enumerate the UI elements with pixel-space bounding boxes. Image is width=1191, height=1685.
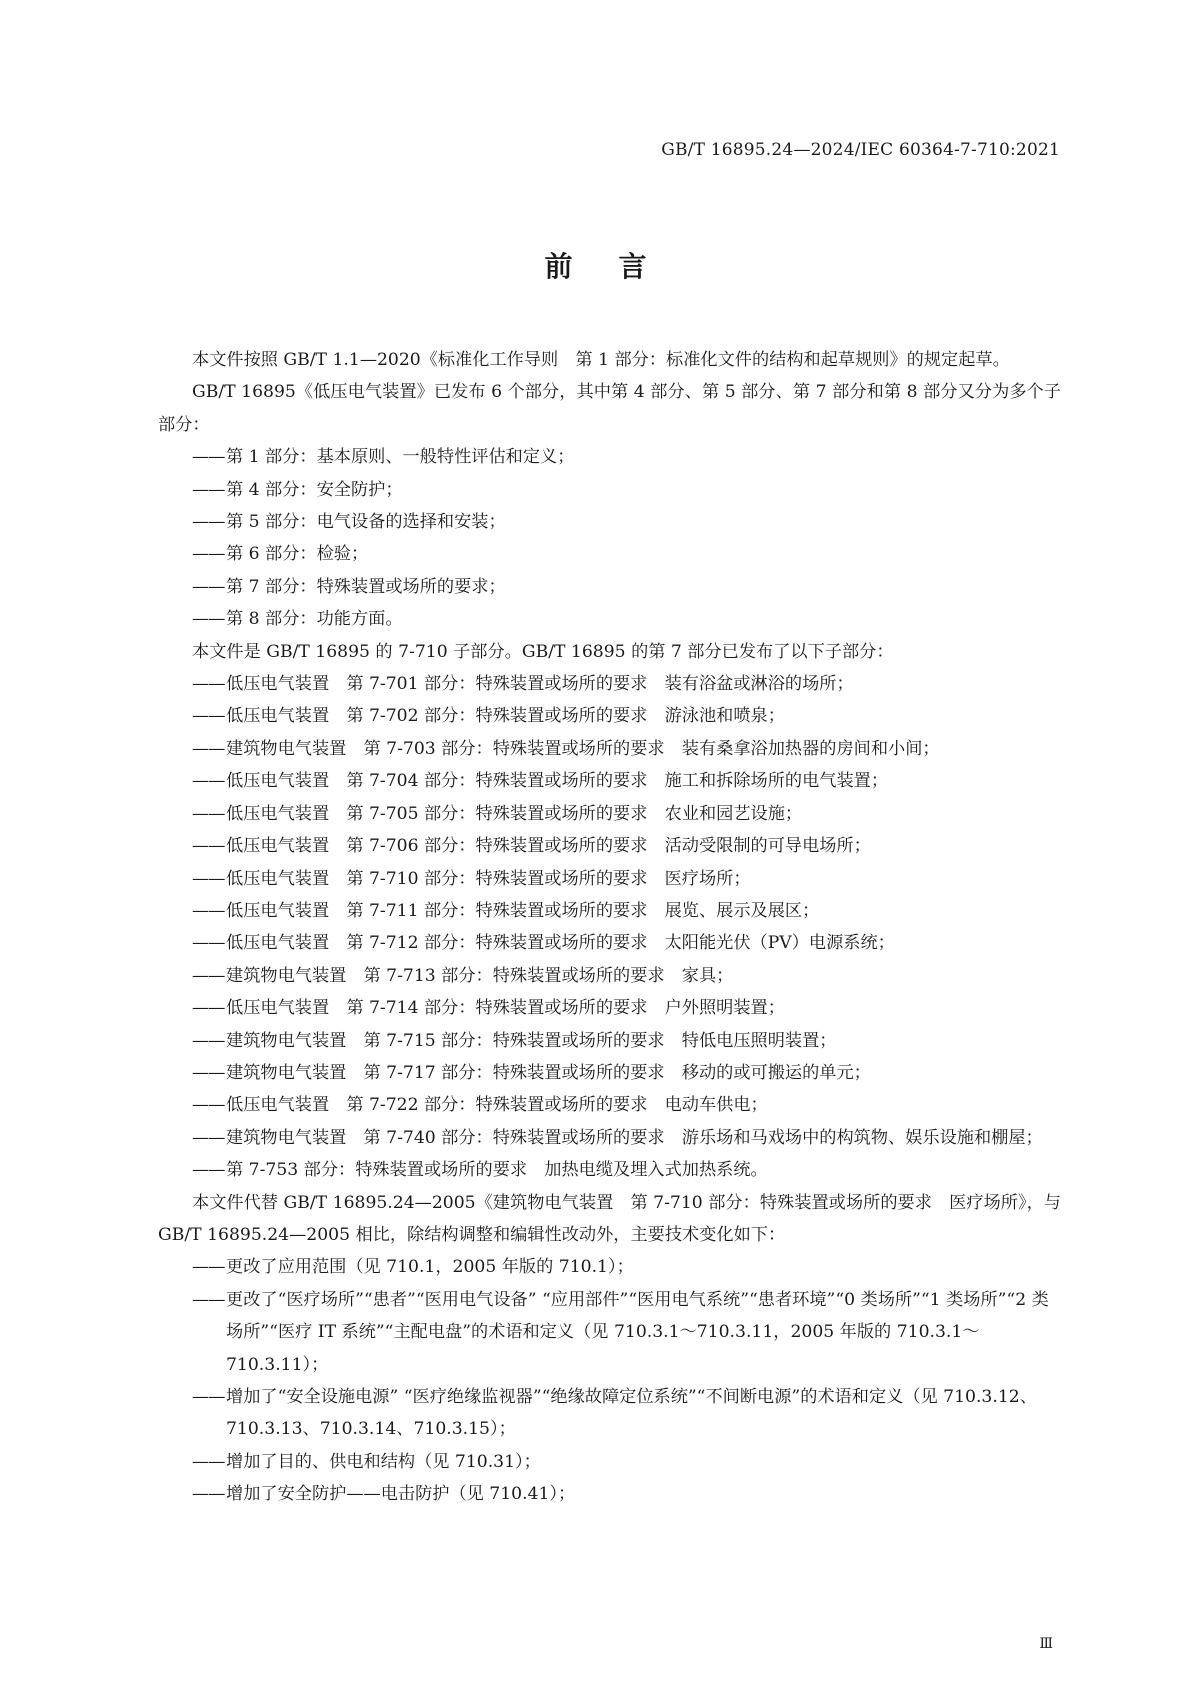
list-dash: —— xyxy=(192,900,225,921)
dash-list-item xyxy=(158,538,1061,570)
paragraph xyxy=(158,376,1061,441)
dash-list-item xyxy=(158,960,1061,992)
dash-list-item xyxy=(158,1154,1061,1186)
list-dash: —— xyxy=(192,868,225,889)
list-dash: —— xyxy=(192,544,225,565)
paragraph-text: 本文件是 GB/T 16895 的 7-710 子部分。GB/T 16895 的第 7 部分已发布了以下子部分： xyxy=(192,641,894,662)
preface-body xyxy=(158,344,1061,1511)
list-dash: —— xyxy=(192,1387,225,1407)
list-dash: —— xyxy=(192,609,225,630)
list-dash: —— xyxy=(192,998,225,1019)
list-dash: —— xyxy=(192,965,225,986)
dash-list-item xyxy=(158,441,1061,473)
dash-list-item xyxy=(158,1122,1061,1154)
dash-list-item xyxy=(158,1478,1061,1510)
paragraph-text: 低压电气装置 第 7-706 部分：特殊装置或场所的要求 活动受限制的可导电场所； xyxy=(226,836,871,857)
list-dash: —— xyxy=(192,1030,225,1051)
dash-list-item xyxy=(158,863,1061,895)
dash-list-item xyxy=(158,506,1061,538)
list-dash: —— xyxy=(192,512,225,533)
dash-list-item xyxy=(158,765,1061,797)
paragraph-text: 低压电气装置 第 7-702 部分：特殊装置或场所的要求 游泳池和喷泉； xyxy=(226,706,785,727)
list-dash: —— xyxy=(192,738,225,759)
paragraph-text: 低压电气装置 第 7-722 部分：特殊装置或场所的要求 电动车供电； xyxy=(226,1095,768,1116)
list-dash: —— xyxy=(192,1289,225,1310)
dash-list-item xyxy=(158,603,1061,635)
list-dash: —— xyxy=(192,1257,225,1278)
paragraph-text: 本文件代替 GB/T 16895.24—2005《建筑物电气装置 第 7-710 部分：特殊装置或场所的要求 医疗场所》，与 GB/T 16895.24—2005 相比，除结构调整和编辑性改动外，主要技术变化如下： xyxy=(158,1192,1061,1245)
dash-list-item xyxy=(158,895,1061,927)
paragraph-text: 第 7 部分：特殊装置或场所的要求； xyxy=(226,576,506,597)
list-dash: —— xyxy=(192,1095,225,1116)
paragraph-text: 第 4 部分：安全防护； xyxy=(226,479,403,500)
paragraph-text: 第 1 部分：基本原则、一般特性评估和定义； xyxy=(226,447,575,468)
paragraph-text: 本文件按照 GB/T 1.1—2020《标准化工作导则 第 1 部分：标准化文件的结构和起草规则》的规定起草。 xyxy=(192,350,1010,370)
list-dash: —— xyxy=(192,1451,225,1472)
dash-list-item xyxy=(158,830,1061,862)
paragraph-text: GB/T 16895《低压电气装置》已发布 6 个部分，其中第 4 部分、第 5 部分、第 7 部分和第 8 部分又分为多个子部分： xyxy=(158,382,1061,435)
dash-list-item xyxy=(158,733,1061,765)
paragraph-text: 建筑物电气装置 第 7-703 部分：特殊装置或场所的要求 装有桑拿浴加热器的房间和小间； xyxy=(226,738,940,759)
paragraph-text: 更改了“医疗场所”“患者”“医用电气设备” “应用部件”“医用电气系统”“患者环境”“0 类场所”“1 类场所”“2 类场所”“医疗 IT 系统”“主配电盘”的术语和定义（见 710.3.1～710.3.11，2005 年版的 710.3.1～710.3.11）； xyxy=(226,1289,1049,1375)
list-dash: —— xyxy=(192,836,225,857)
paragraph-text: 增加了目的、供电和结构（见 710.31）； xyxy=(226,1451,541,1472)
paragraph-text: 低压电气装置 第 7-712 部分：特殊装置或场所的要求 太阳能光伏（PV）电源系统； xyxy=(226,933,895,954)
list-dash: —— xyxy=(192,1160,225,1181)
paragraph xyxy=(158,344,1061,376)
paragraph-text: 更改了应用范围（见 710.1，2005 年版的 710.1）； xyxy=(226,1257,634,1278)
paragraph-text: 低压电气装置 第 7-705 部分：特殊装置或场所的要求 农业和园艺设施； xyxy=(226,803,803,824)
list-dash: —— xyxy=(192,1484,225,1505)
paragraph xyxy=(158,636,1061,668)
paragraph-text: 增加了“安全设施电源” “医疗绝缘监视器”“绝缘故障定位系统”“不间断电源”的术语和定义（见 710.3.12、710.3.13、710.3.14、710.3.15）； xyxy=(226,1387,1037,1440)
list-dash: —— xyxy=(192,803,225,824)
list-dash: —— xyxy=(192,933,225,954)
list-dash: —— xyxy=(192,771,225,792)
dash-list-item xyxy=(158,992,1061,1024)
paragraph-text: 低压电气装置 第 7-710 部分：特殊装置或场所的要求 医疗场所； xyxy=(226,868,751,889)
paragraph-text: 建筑物电气装置 第 7-740 部分：特殊装置或场所的要求 游乐场和马戏场中的构筑物、娱乐设施和棚屋； xyxy=(226,1127,1043,1148)
standard-code-header: GB/T 16895.24—2024/IEC 60364-7-710:2021 xyxy=(661,140,1060,160)
paragraph-text: 建筑物电气装置 第 7-717 部分：特殊装置或场所的要求 移动的或可搬运的单元； xyxy=(226,1062,871,1083)
dash-list-item xyxy=(158,1251,1061,1283)
list-dash: —— xyxy=(192,706,225,727)
paragraph-text: 建筑物电气装置 第 7-713 部分：特殊装置或场所的要求 家具； xyxy=(226,965,734,986)
dash-list-item xyxy=(158,700,1061,732)
paragraph xyxy=(158,1187,1061,1252)
dash-list-item xyxy=(158,798,1061,830)
list-dash: —— xyxy=(192,576,225,597)
paragraph-text: 低压电气装置 第 7-714 部分：特殊装置或场所的要求 户外照明装置； xyxy=(226,998,785,1019)
page-number: Ⅲ xyxy=(1039,1636,1053,1652)
paragraph-text: 低压电气装置 第 7-711 部分：特殊装置或场所的要求 展览、展示及展区； xyxy=(226,900,820,921)
dash-list-item xyxy=(158,571,1061,603)
dash-list-item xyxy=(158,1089,1061,1121)
paragraph-text: 第 7-753 部分：特殊装置或场所的要求 加热电缆及埋入式加热系统。 xyxy=(226,1160,768,1181)
dash-list-item xyxy=(158,1284,1061,1381)
dash-list-item xyxy=(158,1446,1061,1478)
paragraph-text: 建筑物电气装置 第 7-715 部分：特殊装置或场所的要求 特低电压照明装置； xyxy=(226,1030,837,1051)
list-dash: —— xyxy=(192,674,225,695)
paragraph-text: 增加了安全防护——电击防护（见 710.41）； xyxy=(226,1484,576,1505)
list-dash: —— xyxy=(192,1127,225,1148)
paragraph-text: 第 6 部分：检验； xyxy=(226,544,369,565)
list-dash: —— xyxy=(192,479,225,500)
paragraph-text: 第 5 部分：电气设备的选择和安装； xyxy=(226,512,506,533)
paragraph-text: 低压电气装置 第 7-704 部分：特殊装置或场所的要求 施工和拆除场所的电气装置； xyxy=(226,771,889,792)
list-dash: —— xyxy=(192,447,225,468)
dash-list-item xyxy=(158,668,1061,700)
paragraph-text: 第 8 部分：功能方面。 xyxy=(226,609,403,630)
dash-list-item xyxy=(158,1025,1061,1057)
dash-list-item xyxy=(158,927,1061,959)
list-dash: —— xyxy=(192,1062,225,1083)
dash-list-item xyxy=(158,1057,1061,1089)
dash-list-item xyxy=(158,474,1061,506)
page-title: 前言 xyxy=(544,250,693,283)
paragraph-text: 低压电气装置 第 7-701 部分：特殊装置或场所的要求 装有浴盆或淋浴的场所； xyxy=(226,674,854,695)
dash-list-item xyxy=(158,1381,1061,1446)
